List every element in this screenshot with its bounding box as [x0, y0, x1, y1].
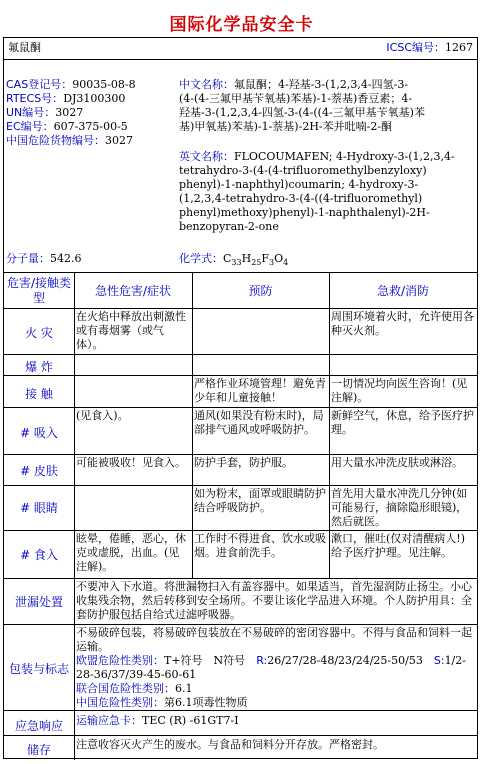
- storage-label: 储存: [26, 743, 51, 757]
- chemical-name: 氟鼠酮: [8, 41, 41, 54]
- row-skin-symptom: 可能被吸收！见食入。: [76, 456, 186, 469]
- safety-card: [3, 37, 478, 759]
- emergency-label: 应急响应: [14, 719, 63, 733]
- chemical-formula: 化学式：$C_{33}H_{25}F_3O_4$: [179, 252, 289, 268]
- row-contact-prevent: 严格作业环境管理！避免青少年和儿童接触！: [194, 377, 326, 404]
- row-fire-aid: 周围环境着火时，允许使用各种灭火剂。: [331, 310, 474, 337]
- header-type: 危害/接触类型: [6, 276, 72, 305]
- row-inhalation-aid: 新鲜空气，休息，给予医疗护理。: [331, 409, 474, 436]
- molecular-weight: 分子量：542.6: [6, 252, 82, 265]
- identifiers: CAS登记号：90035-08-8 RTECS号：DJ3100300 UN编号：3027 EC编号：607-375-00-5 中国危险货物编号：3027: [6, 78, 136, 147]
- row-ingestion-aid: 漱口，催吐(仅对清醒病人!)给予医疗护理。见注解。: [331, 532, 466, 559]
- row-skin-prevent: 防护手套，防护服。: [194, 456, 293, 469]
- row-explosion-type: 爆 炸: [25, 360, 53, 374]
- english-names: 英文名称：FLOCOUMAFEN; 4-Hydroxy-3-(1,2,3,4- tetrahydro-3-(4-(4-trifluoromethylbenzyloxy) phenyl)-1-naphthyl)coumarin; 4-hydroxy-3- (1,2,3,4-tetrahydro-3-(4-((4-trifluoromethyl) phenyl)methoxy)phenyl)-1-naphthalenyl)-2H- benzopyran-2-one: [179, 150, 455, 233]
- row-fire-symptom: 在火焰中释放出刺激性或有毒烟雾（或气体）。: [76, 310, 186, 351]
- row-eyes-prevent: 如为粉末，面罩或眼睛防护结合呼吸防护。: [194, 487, 326, 514]
- packaging-label: 包装与标志: [8, 662, 69, 676]
- spill-label: 泄漏处置: [14, 595, 63, 609]
- row-ingestion-prevent: 工作时不得进食、饮水或吸烟。进食前洗手。: [194, 532, 326, 559]
- header-prevent: 预防: [248, 284, 273, 298]
- row-ingestion-symptom: 眩晕，倦睡，恶心，休克或虚脱，出血。(见注解)。: [76, 532, 186, 573]
- row-contact-aid: 一切情况均向医生咨询！(见注解)。: [331, 377, 468, 404]
- row-fire-type: 火 灾: [25, 326, 53, 340]
- emergency-text: 运输应急卡：TEC (R) -61GT7-I: [76, 714, 239, 727]
- header-aid: 急救/消防: [376, 284, 430, 298]
- icsc-number: ICSC编号：1267: [386, 41, 473, 54]
- row-eyes-type: # 眼睛: [20, 501, 58, 515]
- row-ingestion-type: # 食入: [20, 548, 58, 562]
- spill-text: 不要冲入下水道。将泄漏物扫入有盖容器中。如果适当，首先湿润防止扬尘。小心收集残余物，然后转移到安全场所。不要让该化学品进入环境。个人防护用具：全套防护服包括自给式过滤呼吸器。: [76, 580, 472, 621]
- row-inhalation-type: # 吸入: [20, 426, 58, 440]
- row-inhalation-symptom: (见食入)。: [76, 409, 129, 422]
- storage-text: 注意收容灭火产生的废水。与食品和饲料分开存放。严格密封。: [76, 738, 384, 751]
- row-contact-type: 接 触: [25, 387, 53, 401]
- row-skin-type: # 皮肤: [20, 464, 58, 478]
- row-eyes-aid: 首先用大量水冲洗几分钟(如可能易行，摘除隐形眼镜)，然后就医。: [331, 487, 468, 528]
- row-skin-aid: 用大量水冲洗皮肤或淋浴。: [331, 456, 463, 469]
- header-symptom: 急性危害/症状: [94, 284, 172, 298]
- chinese-names: 中文名称：氟鼠酮；4-羟基-3-(1,2,3,4-四氢-3- (4-(4-三氟甲基苄氧基)苯基)-1-萘基)香豆素；4- 羟基-3-(1,2,3,4-四氢-3-(4-((4-三氟甲基苄氧基)苯 基)甲氧基)苯基)-1-萘基)-2H-苯并吡喃-2-酮: [179, 78, 425, 133]
- card-title: 国际化学品安全卡: [169, 15, 314, 35]
- row-inhalation-prevent: 通风(如果没有粉末时)，局部排气通风或呼吸防护。: [194, 409, 324, 436]
- packaging-text: 不易破碎包装，将易破碎包装放在不易破碎的密闭容器中。不得与食品和饲料一起运输。 欧盟危险性类别：T+符号 N符号 R:26/27/28-48/23/24/25-50/53 S:1/2-28-36/37/39-45-60-61 联合国危险性类别：6.1 中国危险性类别：第6.1项毒性物质: [76, 626, 472, 709]
